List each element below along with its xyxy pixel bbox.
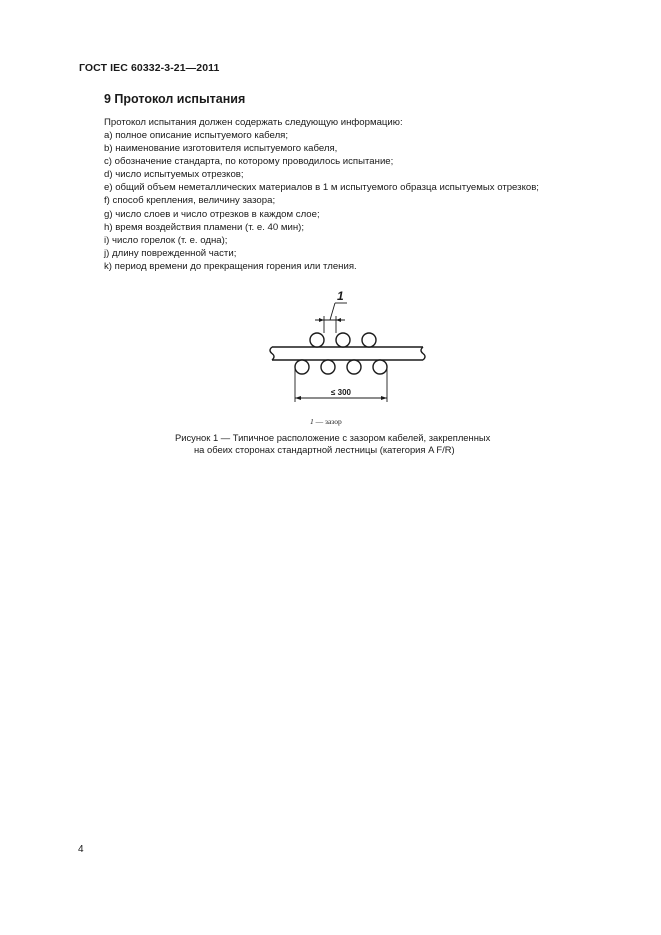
section-title: 9 Протокол испытания <box>104 92 246 106</box>
dimension-arrow <box>381 396 387 400</box>
callout-number: 1 <box>337 289 344 303</box>
callout-leader <box>330 303 335 320</box>
list-item: f) способ крепления, величину зазора; <box>104 195 276 207</box>
list-item: i) число горелок (т. е. одна); <box>104 234 228 246</box>
gap-arrow <box>336 318 341 322</box>
list-item: j) длину поврежденной части; <box>104 247 237 259</box>
cable-circle <box>310 333 324 347</box>
cable-circle <box>347 360 361 374</box>
figure-caption <box>168 432 528 456</box>
list-item: k) период времени до прекращения горения или тления. <box>104 260 357 272</box>
cable-circle <box>362 333 376 347</box>
legend-text: — зазор <box>313 417 342 426</box>
list-item: d) число испытуемых отрезков; <box>104 169 244 181</box>
cable-circle <box>373 360 387 374</box>
dimension-label: ≤ 300 <box>331 388 351 397</box>
list-item: a) полное описание испытуемого кабеля; <box>104 130 289 141</box>
cable-circle <box>321 360 335 374</box>
legend-number: 1 <box>310 417 314 426</box>
list-item: g) число слоев и число отрезков в каждом слое; <box>104 208 320 220</box>
figure-legend <box>310 417 342 426</box>
cable-ladder-figure <box>265 286 430 406</box>
list-item: e) общий объем неметаллических материалов в 1 м испытуемого образца испытуемых отрезков; <box>104 182 539 194</box>
list-item: b) наименование изготовителя испытуемого кабеля, <box>104 143 338 155</box>
list-item: h) время воздействия пламени (т. е. 40 мин); <box>104 221 304 233</box>
rung-break-right <box>421 347 425 360</box>
section-intro: Протокол испытания должен содержать следующую информацию: <box>104 117 403 128</box>
page-number: 4 <box>78 844 84 855</box>
document-header: ГОСТ IEC 60332-3-21—2011 <box>79 62 220 74</box>
dimension-arrow <box>295 396 301 400</box>
cable-circle <box>295 360 309 374</box>
rung-break-left <box>270 347 274 360</box>
caption-line: на обеих сторонах стандартной лестницы (категория A F/R) <box>194 444 455 455</box>
report-items-list <box>104 129 539 273</box>
gap-arrow <box>319 318 324 322</box>
cable-circle <box>336 333 350 347</box>
ladder-rung <box>272 347 423 360</box>
list-item: c) обозначение стандарта, по которому проводилось испытание; <box>104 156 394 168</box>
caption-line: Рисунок 1 — Типичное расположение с зазором кабелей, закрепленных <box>175 432 491 443</box>
